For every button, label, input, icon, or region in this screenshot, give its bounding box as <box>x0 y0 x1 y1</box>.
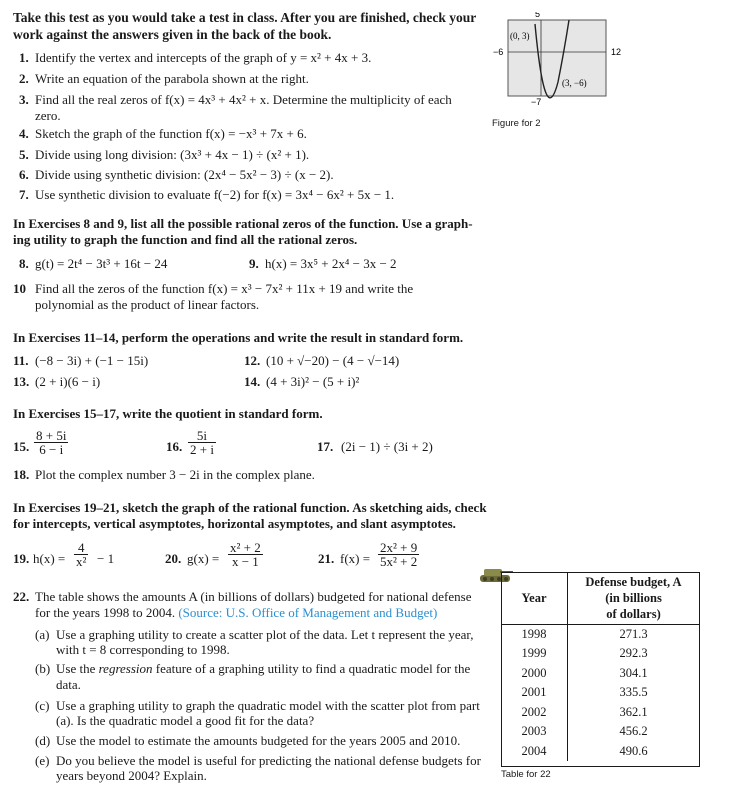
intro-line-2: work against the answers given in the back of the book. <box>13 27 332 42</box>
q22-number: 22. <box>13 589 30 604</box>
q9-text: h(x) = 3x⁵ + 2x⁴ − 3x − 2 <box>265 256 397 271</box>
q22e-text-1: Do you believe the model is useful for predicting the national defense budgets for <box>56 753 481 768</box>
q16-number: 16. <box>166 439 183 454</box>
year-cell: 2003 <box>501 722 568 742</box>
table-row <box>501 703 699 723</box>
year-cell: 2000 <box>501 664 568 684</box>
table-row <box>501 624 699 644</box>
q14-number: 14. <box>244 374 261 389</box>
q19-numerator: 4 <box>77 540 85 555</box>
point-label-1: (0, 3) <box>510 31 530 41</box>
table-row <box>501 664 699 684</box>
q18-text: Plot the complex number 3 − 2i in the complex plane. <box>35 467 315 482</box>
parabola-graph <box>493 12 628 107</box>
xmin-label: −6 <box>493 47 504 57</box>
q19-number: 19. <box>13 551 30 566</box>
figure-caption: Figure for 2 <box>492 118 541 129</box>
q2-text: Write an equation of the parabola shown at the right. <box>35 71 309 86</box>
xmax-label: 12 <box>611 47 622 57</box>
value-cell: 490.6 <box>619 743 648 758</box>
value-cell: 362.1 <box>619 704 648 719</box>
q19-denominator: x² <box>76 554 87 569</box>
q15-numerator: 8 + 5i <box>36 428 67 443</box>
q22e-text-2: years beyond 2004? Explain. <box>56 768 207 783</box>
year-cell: 2001 <box>501 683 568 703</box>
q20-numerator: x² + 2 <box>230 540 261 555</box>
q11-number: 11. <box>13 353 29 368</box>
q5-text: Divide using long division: (3x³ + 4x − 1) ÷ (x² + 1). <box>35 147 310 162</box>
q22a-label: (a) <box>35 627 50 642</box>
table-header-budget-3: of dollars) <box>606 606 661 621</box>
q8-number: 8. <box>19 256 29 271</box>
q19-lhs: h(x) = <box>33 551 66 566</box>
q22a-text-1: Use a graphing utility to create a scatter plot of the data. Let t represent the year, <box>56 627 474 642</box>
q22c-text-1: Use a graphing utility to graph the quadratic model with the scatter plot from part <box>56 698 480 713</box>
table-row <box>501 742 699 762</box>
table-row <box>501 683 699 703</box>
q9-number: 9. <box>249 256 259 271</box>
value-cell: 456.2 <box>619 724 648 739</box>
q21-fraction <box>376 541 421 568</box>
section-19-21-line-1: In Exercises 19–21, sketch the graph of the rational function. As sketching aids, check <box>13 500 487 515</box>
section-15-17: In Exercises 15–17, write the quotient in standard form. <box>13 406 323 421</box>
q3-text-1: Find all the real zeros of f(x) = 4x³ + 4x² + x. Determine the multiplicity of each <box>35 92 452 107</box>
q21-number: 21. <box>318 551 335 566</box>
q22e-label: (e) <box>35 753 50 768</box>
q22-source: (Source: U.S. Office of Management and Budget) <box>178 605 438 620</box>
q22c-label: (c) <box>35 698 50 713</box>
year-cell: 1998 <box>501 624 568 644</box>
q3-number: 3. <box>19 92 29 107</box>
q12-number: 12. <box>244 353 261 368</box>
q22b-label: (b) <box>35 661 51 676</box>
q22c-text-2: (a). Is the quadratic model a good fit for the data? <box>56 713 315 728</box>
q22-text-2-main: for the years 1998 to 2004. <box>35 605 176 620</box>
table-header-budget-1: Defense budget, A <box>585 574 682 589</box>
q20-number: 20. <box>165 551 182 566</box>
defense-budget-table <box>501 572 699 761</box>
q7-number: 7. <box>19 187 29 202</box>
q10-text-1: Find all the zeros of the function f(x) = x³ − 7x² + 11x + 19 and write the <box>35 281 414 296</box>
q20-denominator: x − 1 <box>228 554 263 568</box>
q15-number: 15. <box>13 439 30 454</box>
q12-text: (10 + √−20) − (4 − √−14) <box>266 353 400 368</box>
q7-text: Use synthetic division to evaluate f(−2) for f(x) = 3x⁴ − 6x² + 5x − 1. <box>35 187 395 202</box>
q17-number: 17. <box>317 439 334 454</box>
q19-rhs: − 1 <box>97 551 115 566</box>
q22-text-1: The table shows the amounts A (in billions of dollars) budgeted for national defense <box>35 589 472 604</box>
year-cell: 2004 <box>501 742 568 762</box>
q15-fraction <box>32 429 70 456</box>
q22b-text-1: Use the regression feature of a graphing utility to find a quadratic model for the <box>56 661 471 676</box>
q2-number: 2. <box>19 71 29 86</box>
ymax-label: 5 <box>535 12 541 19</box>
q6-number: 6. <box>19 167 29 182</box>
q14-text: (4 + 3i)² − (5 + i)² <box>266 374 360 389</box>
q4-text: Sketch the graph of the function f(x) = −x³ + 7x + 6. <box>35 126 307 141</box>
q8-text: g(t) = 2t⁴ − 3t³ + 16t − 24 <box>35 256 168 271</box>
value-cell: 335.5 <box>619 685 648 700</box>
table-row <box>501 722 699 742</box>
q21-denominator: 5x² + 2 <box>380 554 418 569</box>
q22-text-2 <box>35 605 437 621</box>
q22d-label: (d) <box>35 733 51 748</box>
table-header-budget-2: (in billions <box>605 590 662 605</box>
q3-text-2: zero. <box>35 108 61 123</box>
q22a-text-2: with t = 8 corresponding to 1998. <box>56 642 230 657</box>
q16-fraction <box>186 429 218 456</box>
q1-text: Identify the vertex and intercepts of the graph of y = x² + 4x + 3. <box>35 50 372 65</box>
q4-number: 4. <box>19 126 29 141</box>
table-header-year: Year <box>501 572 568 624</box>
parabola-figure <box>493 12 628 107</box>
q16-denominator: 2 + i <box>190 442 214 457</box>
year-cell: 1999 <box>501 644 568 664</box>
q16-numerator: 5i <box>196 428 208 443</box>
section-11-14: In Exercises 11–14, perform the operations and write the result in standard form. <box>13 330 464 345</box>
section-8-9-line-2: ing utility to graph the function and find all the rational zeros. <box>13 232 358 247</box>
q21-lhs: f(x) = <box>340 551 371 566</box>
q18-number: 18. <box>13 467 30 482</box>
q20-lhs: g(x) = <box>187 551 220 566</box>
q11-text: (−8 − 3i) + (−1 − 15i) <box>35 353 149 368</box>
q20-fraction <box>226 541 265 568</box>
section-19-21-line-2: for intercepts, vertical asymptotes, horizontal asymptotes, and slant asymptotes. <box>13 516 456 531</box>
q22b-text-2: data. <box>56 677 81 692</box>
q1-number: 1. <box>19 50 29 65</box>
ymin-label: −7 <box>531 97 542 107</box>
q6-text: Divide using synthetic division: (2x⁴ − 5x² − 3) ÷ (x − 2). <box>35 167 334 182</box>
q22d-text-1: Use the model to estimate the amounts budgeted for the years 2005 and 2010. <box>56 733 461 748</box>
intro-line-1: Take this test as you would take a test in class. After you are finished, check your <box>13 10 477 25</box>
q5-number: 5. <box>19 147 29 162</box>
q13-text: (2 + i)(6 − i) <box>35 374 101 389</box>
value-cell: 304.1 <box>619 665 648 680</box>
q15-denominator: 6 − i <box>34 442 68 456</box>
q17-text: (2i − 1) ÷ (3i + 2) <box>341 439 433 454</box>
year-cell: 2002 <box>501 703 568 723</box>
q19-fraction <box>72 541 90 568</box>
section-8-9-line-1: In Exercises 8 and 9, list all the possible rational zeros of the function. Use a graph- <box>13 216 473 231</box>
value-cell: 271.3 <box>619 626 648 641</box>
table-row <box>501 644 699 664</box>
table-header-budget <box>568 572 700 624</box>
point-label-2: (3, −6) <box>562 78 587 88</box>
q10-text-2: polynomial as the product of linear factors. <box>35 297 260 312</box>
table-caption: Table for 22 <box>501 769 551 780</box>
q13-number: 13. <box>13 374 30 389</box>
value-cell: 292.3 <box>619 646 648 661</box>
q21-numerator: 2x² + 9 <box>380 540 418 555</box>
q10-number: 10 <box>13 281 26 296</box>
